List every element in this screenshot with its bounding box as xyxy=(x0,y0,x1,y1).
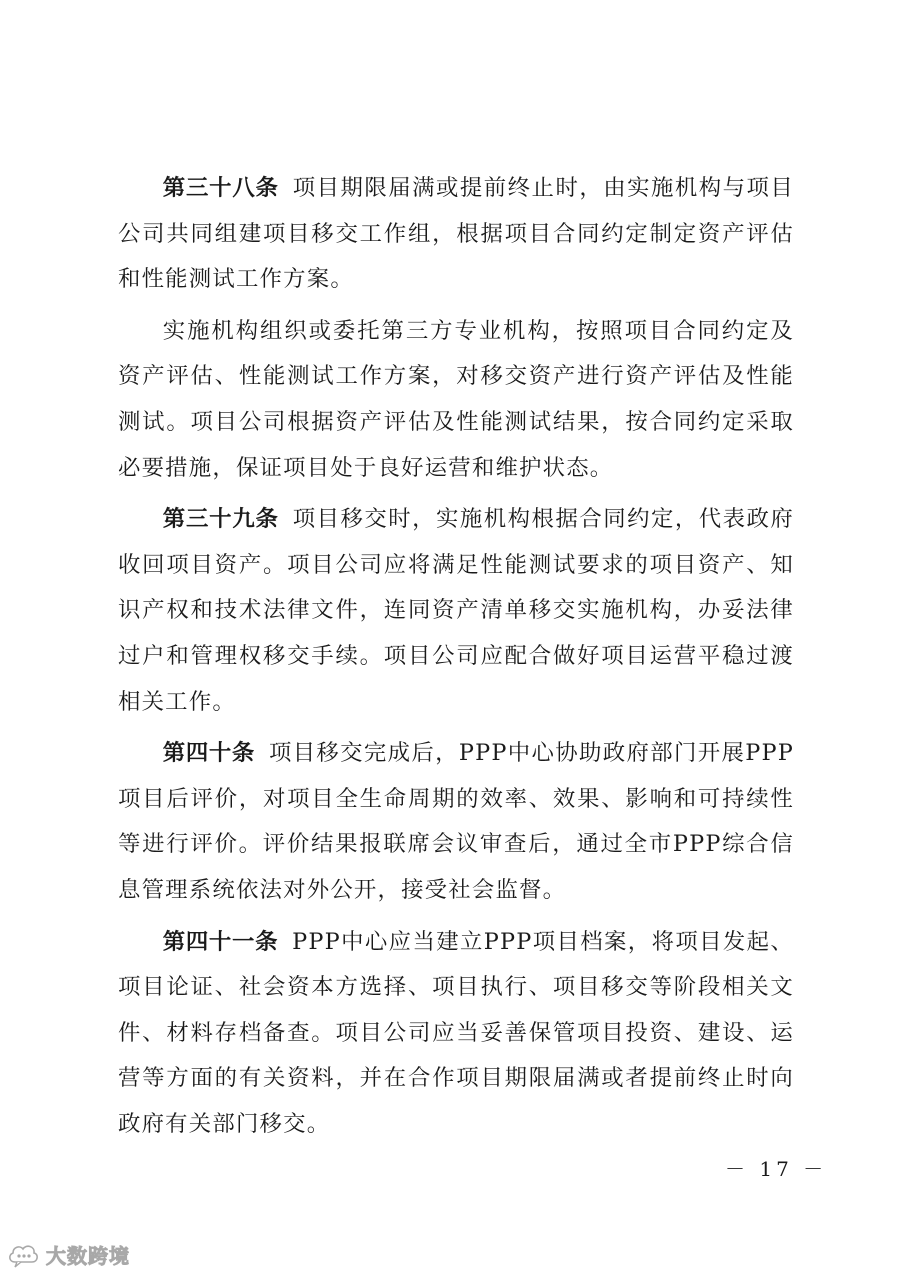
article-text: 项目期限届满或提前终止时，由实施机构与项目公司共同组建项目移交工作组，根据项目合同约定制定资产评估和性能测试工作方案。 xyxy=(118,175,794,293)
article-40-paragraph xyxy=(118,731,794,913)
article-number: 第三十八条 xyxy=(162,175,279,201)
article-41-paragraph xyxy=(118,920,794,1148)
article-39-paragraph xyxy=(118,497,794,725)
article-text: PPP中心应当建立PPP项目档案，将项目发起、项目论证、社会资本方选择、项目执行、项目移交等阶段相关文件、材料存档备查。项目公司应当妥善保管项目投资、建设、运营等方面的有关资料，并在合作项目期限届满或者提前终止时向政府有关部门移交。 xyxy=(118,928,795,1137)
article-number: 第四十一条 xyxy=(162,928,279,955)
page-number: － 17 － xyxy=(725,1157,828,1181)
article-text: 实施机构组织或委托第三方专业机构，按照项目合同约定及资产评估、性能测试工作方案，对移交资产进行资产评估及性能测试。项目公司根据资产评估及性能测试结果，按合同约定采取必要措施，保证项目处于良好运营和维护状态。 xyxy=(118,317,794,481)
article-text: 项目移交完成后，PPP中心协助政府部门开展PPP项目后评价，对项目全生命周期的效率、效果、影响和可持续性等进行评价。评价结果报联席会议审查后，通过全市PPP综合信息管理系统依法对外公开，接受社会监督。 xyxy=(118,740,794,903)
cloud-speech-icon xyxy=(6,1242,40,1268)
watermark-text: 大数跨境 xyxy=(46,1244,130,1268)
article-number: 第三十九条 xyxy=(162,506,279,533)
article-number: 第四十条 xyxy=(162,740,255,767)
article-38-paragraph-2 xyxy=(118,309,794,491)
document-body xyxy=(118,166,794,1153)
article-text: 项目移交时，实施机构根据合同约定，代表政府收回项目资产。项目公司应将满足性能测试要求的项目资产、知识产权和技术法律文件，连同资产清单移交实施机构，办妥法律过户和管理权移交手续。项目公司应配合做好项目运营平稳过渡相关工作。 xyxy=(118,506,794,715)
watermark xyxy=(6,1240,130,1269)
article-38-paragraph-1 xyxy=(118,166,794,303)
